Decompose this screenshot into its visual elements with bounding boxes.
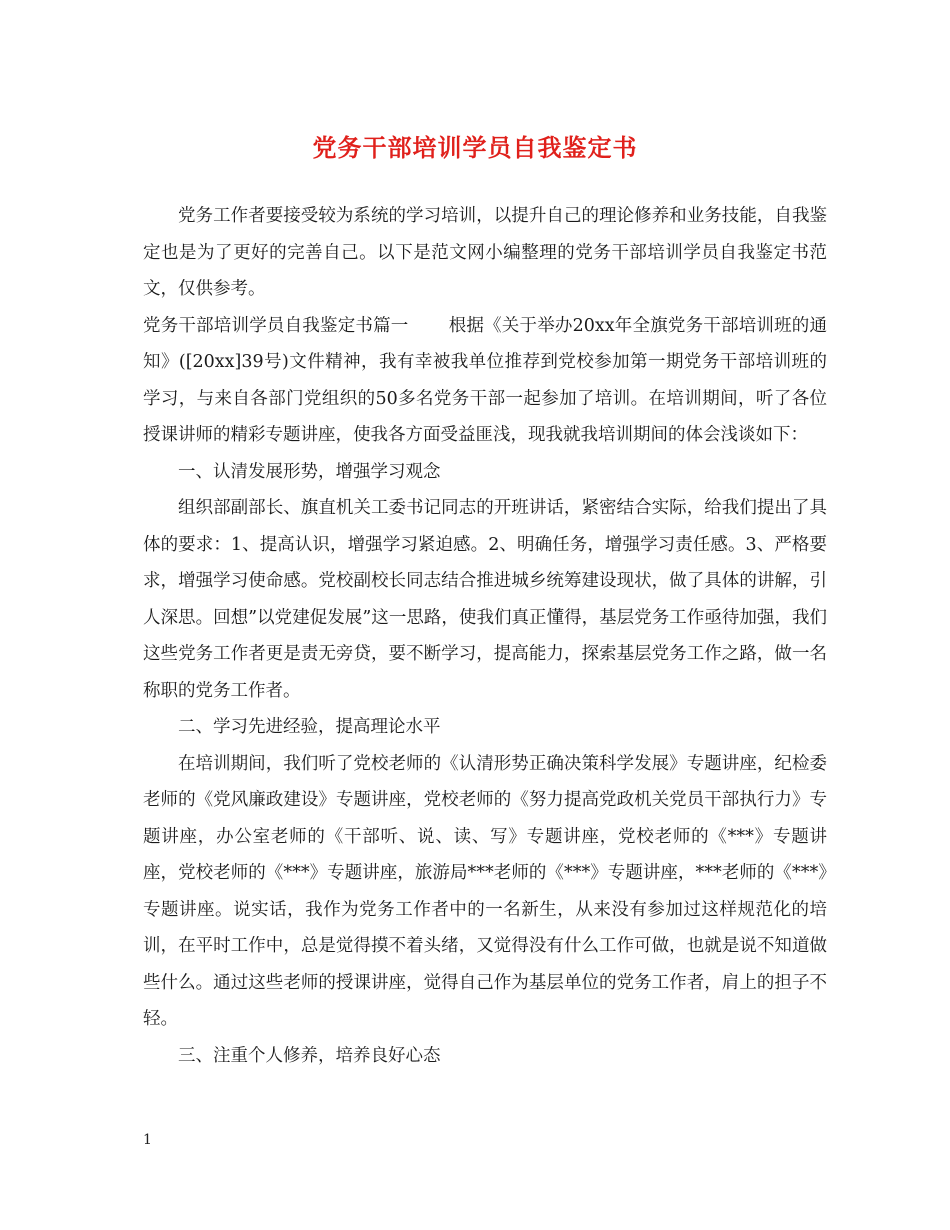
section-3-heading: 三、注重个人修养，培养良好心态 [178,1045,441,1066]
section-2-heading: 二、学习先进经验，提高理论水平 [178,717,441,737]
section-1-heading: 一、认清发展形势，增强学习观念 [178,461,441,482]
document-title: 党务干部培训学员自我鉴定书 [312,133,638,162]
article-first-text: 根据《关于举办20xx年全旗党务干部培训班的通知》([20xx]39号)文件精神，我有幸被我单位推荐到党校参加第一期党务干部培训班的学习，与来自各部门党组织的50多名党务干部一起参加了培训。在培训期间，听了各位授课讲师的精彩专题讲座，使我各方面受益匪浅，现我就我培训期间的体会浅谈如下： [143,315,827,445]
section-1-body: 组织部副部长、旗直机关工委书记同志的开班讲话，紧密结合实际，给我们提出了具体的要求：1、提高认识，增强学习紧迫感。2、明确任务，增强学习责任感。3、严格要求，增强学习使命感。党校副校长同志结合推进城乡统筹建设现状，做了具体的讲解，引人深思。回想”以党建促发展”这一思路，使我们真正懂得，基层党务工作亟待加强，我们这些党务工作者更是责无旁贷，要不断学习，提高能力，探索基层党务工作之路，做一名称职的党务工作者。 [143,498,827,701]
article-first-paragraph [143,308,827,454]
document-body [143,198,827,1074]
article-heading: 党务干部培训学员自我鉴定书篇一 [143,315,409,336]
section-2-body: 在培训期间，我们听了党校老师的《认清形势正确决策科学发展》专题讲座，纪检委老师的《党风廉政建设》专题讲座，党校老师的《努力提高党政机关党员干部执行力》专题讲座，办公室老师的《干部听、说、读、写》专题讲座，党校老师的《***》专题讲座，党校老师的《***》专题讲座，旅游局***老师的《***》专题讲座，***老师的《***》专题讲座。说实话，我作为党务工作者中的一名新生，从来没有参加过这样规范化的培训，在平时工作中，总是觉得摸不着头绪，又觉得没有什么工作可做，也就是说不知道做些什么。通过这些老师的授课讲座，觉得自己作为基层单位的党务工作者，肩上的担子不轻。 [143,753,827,1029]
intro-paragraph: 党务工作者要接受较为系统的学习培训，以提升自己的理论修养和业务技能，自我鉴定也是为了更好的完善自己。以下是范文网小编整理的党务干部培训学员自我鉴定书范文，仅供参考。 [143,206,827,299]
page-number: 1 [143,1132,152,1148]
